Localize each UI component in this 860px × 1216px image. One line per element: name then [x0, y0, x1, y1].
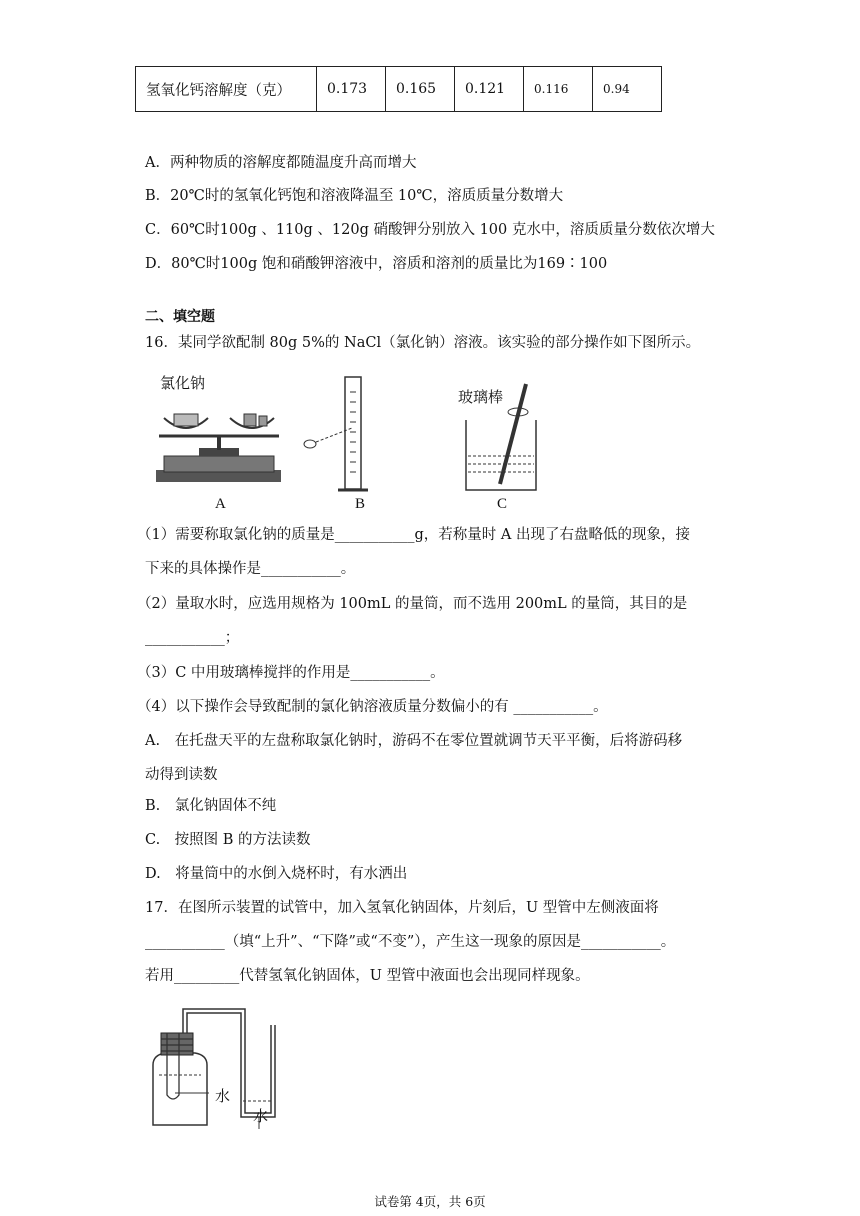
table-cell: 0.165: [386, 67, 455, 112]
q15-option-b: B．20℃时的氢氧化钙饱和溶液降温至 10℃，溶质质量分数增大: [145, 188, 564, 204]
balance-illustration: [144, 378, 294, 493]
q16-line-7: A. 在托盘天平的左盘称取氯化钠时，游码不在零位置就调节天平平衡，后将游码移: [145, 733, 683, 749]
q16-line-3: （2）量取水时，应选用规格为 100mL 的量筒，而不选用 200mL 的量筒，其目的是: [137, 596, 688, 612]
q15-option-c: C．60℃时100g 、110g 、120g 硝酸钾分别放入 100 克水中，溶质质量分数依次增大: [145, 222, 715, 238]
fig-label-c: C: [497, 496, 508, 512]
q15-option-a: A．两种物质的溶解度都随温度升高而增大: [145, 155, 417, 171]
q16-stem: 16．某同学欲配制 80g 5%的 NaCl（氯化钠）溶液。该实验的部分操作如下图所示。: [145, 335, 701, 351]
q16-line-9: B. 氯化钠固体不纯: [145, 798, 277, 814]
fig-c-text: 玻璃棒: [458, 388, 504, 406]
q17-figure: [145, 1005, 295, 1135]
section-title: 二、填空题: [145, 309, 215, 325]
fig-label-a: A: [215, 496, 226, 512]
q16-line-6: （4）以下操作会导致配制的氯化钠溶液质量分数偏小的有 ___________。: [137, 699, 608, 715]
q16-line-4: ___________；: [145, 630, 240, 646]
fig-water-label-2: 水: [253, 1107, 269, 1125]
table-row-label: 氢氧化钙溶解度（克）: [136, 67, 317, 112]
q17-line-1: 17．在图所示装置的试管中，加入氢氧化钠固体，片刻后，U 型管中左侧液面将: [145, 900, 659, 916]
solubility-table: [135, 66, 662, 112]
q16-line-10: C. 按照图 B 的方法读数: [145, 832, 311, 848]
flask-u-tube-illustration: [145, 1005, 295, 1135]
q16-line-1: （1）需要称取氯化钠的质量是___________g，若称量时 A 出现了右盘略低的现象，接: [137, 527, 690, 543]
table-cell: 0.121: [455, 67, 524, 112]
table-row: [136, 67, 662, 112]
q15-option-d: D．80℃时100g 饱和硝酸钾溶液中，溶质和溶剂的质量比为169∶100: [145, 256, 608, 272]
q17-line-2: ___________（填“上升”、“下降”或“不变”），产生这一现象的原因是___________。: [145, 934, 676, 950]
cylinder-illustration: [290, 372, 400, 502]
fig-label-b: B: [355, 496, 366, 512]
q16-line-11: D. 将量筒中的水倒入烧杯时，有水洒出: [145, 866, 408, 882]
table-cell: 0.116: [524, 67, 593, 112]
q16-figure: [140, 370, 560, 520]
fig-a-text: 氯化钠: [160, 374, 206, 392]
q16-line-5: （3）C 中用玻璃棒搅拌的作用是___________。: [137, 665, 445, 681]
q16-line-2: 下来的具体操作是___________。: [145, 561, 356, 577]
fig-water-label-1: 水: [215, 1087, 231, 1105]
q17-line-3: 若用_________代替氢氧化钠固体，U 型管中液面也会出现同样现象。: [145, 968, 590, 984]
page-footer: 试卷第 4页，共 6页: [374, 1194, 486, 1209]
q16-line-8: 动得到读数: [145, 767, 218, 783]
table-cell: 0.94: [593, 67, 662, 112]
table-cell: 0.173: [317, 67, 386, 112]
